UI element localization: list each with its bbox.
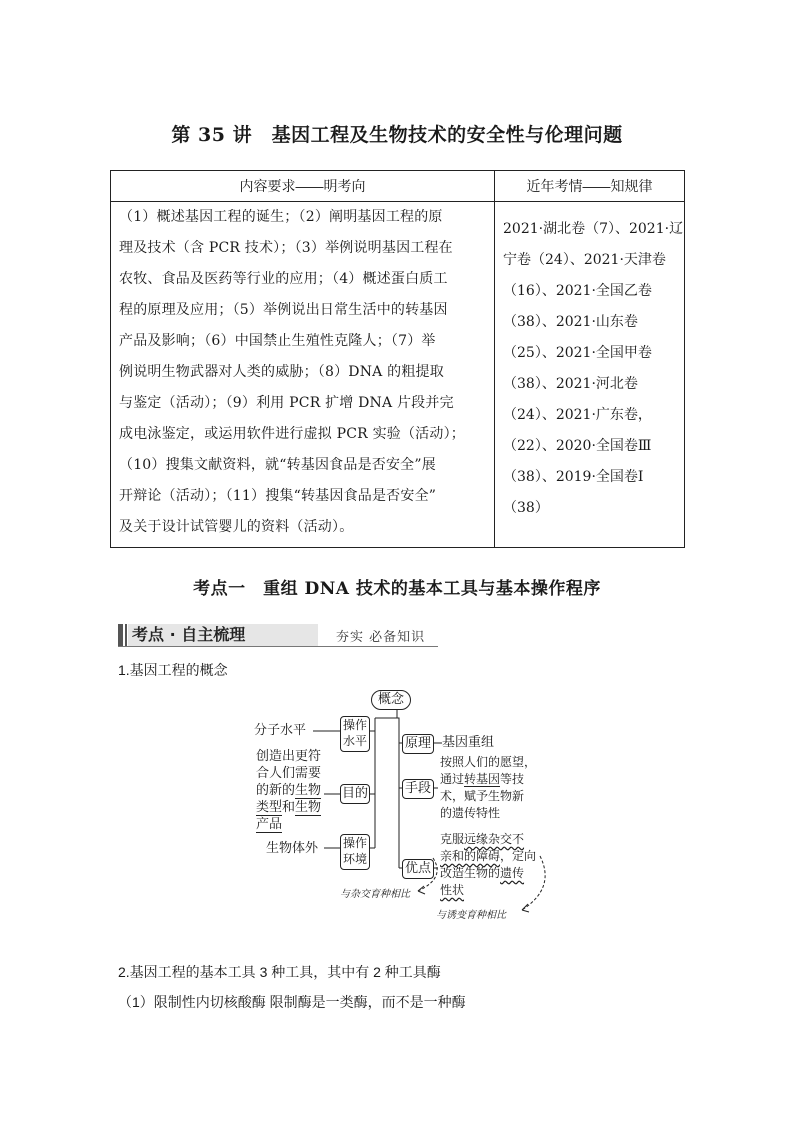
adv-desc-line-1a: 克服 bbox=[440, 832, 465, 846]
adv-desc-line-3a: 改造生物的 bbox=[440, 866, 501, 880]
purpose-desc-line-3b: 生物 bbox=[295, 783, 322, 798]
table-header-requirements: 内容要求——明考向 bbox=[111, 171, 495, 202]
purpose-desc bbox=[256, 748, 321, 833]
exam-trend-line: （38）、2019·全国卷Ⅰ bbox=[503, 469, 644, 485]
section-title: 考点一 重组 DNA 技术的基本工具与基本操作程序 bbox=[193, 579, 601, 599]
exam-trend-line: （38）、2021·山东卷 bbox=[503, 314, 638, 330]
op-level-node bbox=[340, 716, 370, 752]
section-banner bbox=[118, 622, 438, 648]
requirement-line: 与鉴定（活动）；（9）利用 PCR 扩增 DNA 片段并完 bbox=[119, 395, 454, 411]
item-1-heading: 1.基因工程的概念 bbox=[118, 662, 228, 678]
method-node: 手段 bbox=[402, 779, 434, 799]
adv-desc-line-1b: 远缘杂交不 bbox=[464, 832, 525, 846]
note-mutation-breeding: 与诱变育种相比 bbox=[436, 910, 506, 921]
exam-trend-line: （25）、2021·全国甲卷 bbox=[503, 345, 652, 361]
banner-bar-icon bbox=[118, 624, 123, 646]
requirements-table bbox=[110, 170, 685, 548]
exam-trend-line: 2021·湖北卷（7）、2021·辽 bbox=[503, 221, 684, 237]
purpose-desc-line-2: 合人们需要 bbox=[256, 766, 322, 781]
exam-trend-line: （38） bbox=[503, 500, 549, 516]
banner-subtitle: 夯实 必备知识 bbox=[336, 630, 426, 645]
requirement-line: 开辩论（活动）；（11）搜集“转基因食品是否安全” bbox=[119, 488, 437, 504]
requirement-line: 成电泳鉴定，或运用软件进行虚拟 PCR 实验（活动）； bbox=[119, 426, 465, 442]
method-desc bbox=[440, 754, 536, 822]
item-2-sub-heading: （1）限制性内切核酸酶 限制酶是一类酶，而不是一种酶 bbox=[118, 994, 466, 1010]
exam-trends-cell bbox=[495, 202, 685, 548]
principle-desc: 基因重组 bbox=[442, 735, 495, 750]
requirement-line: 程的原理及应用；（5）举例说出日常生活中的转基因 bbox=[119, 302, 448, 318]
exam-trend-line: （22）、2020·全国卷Ⅲ bbox=[503, 438, 652, 454]
item-2-heading: 2.基因工程的基本工具 3 种工具，其中有 2 种工具酶 bbox=[118, 964, 441, 980]
purpose-desc-line-4a: 类型 bbox=[256, 800, 283, 815]
advantage-node: 优点 bbox=[402, 859, 434, 879]
op-env-node bbox=[340, 834, 370, 870]
table-header-exam-trends: 近年考情——知规律 bbox=[495, 171, 685, 202]
requirement-line: （1）概述基因工程的诞生；（2）阐明基因工程的原 bbox=[119, 209, 443, 225]
op-level-desc: 分子水平 bbox=[254, 723, 307, 738]
requirement-line: 农牧、食品及医药等行业的应用；（4）概述蛋白质工 bbox=[119, 271, 448, 287]
requirement-line: 理及技术（含 PCR 技术）；（3）举例说明基因工程在 bbox=[119, 240, 453, 256]
purpose-node: 目的 bbox=[340, 784, 370, 804]
principle-node: 原理 bbox=[402, 734, 434, 754]
banner-title: 考点 · 自主梳理 bbox=[132, 625, 246, 644]
purpose-desc-line-5: 产品 bbox=[256, 817, 283, 832]
requirement-line: 产品及影响；（6）中国禁止生殖性克隆人；（7）举 bbox=[119, 333, 436, 349]
op-env-desc: 生物体外 bbox=[266, 841, 319, 856]
op-level-label: 操作水平 bbox=[342, 718, 367, 748]
page-title: 第 35 讲 基因工程及生物技术的安全性与伦理问题 bbox=[171, 124, 623, 146]
note-hybrid-breeding: 与杂交育种相比 bbox=[340, 889, 410, 900]
exam-trend-line: 宁卷（24）、2021·天津卷 bbox=[503, 252, 666, 268]
requirement-line: （10）搜集文献资料，就“转基因食品是否安全”展 bbox=[119, 457, 436, 473]
adv-desc-line-2: 亲和的障碍 bbox=[440, 849, 501, 863]
exam-trend-line: （38）、2021·河北卷 bbox=[503, 376, 638, 392]
method-desc-line-1: 按照人们的愿望， bbox=[440, 755, 537, 769]
method-desc-line-4: 的遗传特性 bbox=[440, 806, 501, 820]
purpose-desc-line-4c: 生物 bbox=[295, 800, 322, 815]
requirements-cell bbox=[111, 202, 495, 548]
adv-desc-line-4: 性状 bbox=[440, 883, 465, 897]
op-env-label: 操作环境 bbox=[342, 836, 367, 866]
requirement-line: 例说明生物武器对人类的威胁；（8）DNA 的粗提取 bbox=[119, 364, 444, 380]
exam-trend-line: （16）、2021·全国乙卷 bbox=[503, 283, 652, 299]
method-desc-line-2c: 等技 bbox=[500, 772, 525, 786]
purpose-desc-line-4b: 和 bbox=[282, 800, 296, 815]
purpose-desc-line-1: 创造出更符 bbox=[256, 749, 322, 764]
connector-right-vertical bbox=[397, 718, 399, 868]
root-concept-node: 概念 bbox=[371, 690, 411, 710]
banner-underline bbox=[118, 646, 438, 647]
advantage-desc bbox=[440, 831, 536, 899]
exam-trend-line: （24）、2021·广东卷， bbox=[503, 407, 652, 423]
concept-diagram bbox=[250, 688, 560, 921]
adv-desc-line-3b: 遗传 bbox=[500, 866, 525, 880]
banner-bar-thin-icon bbox=[125, 624, 127, 646]
method-desc-line-2b: 转基因 bbox=[464, 772, 501, 786]
adv-desc-line-2b: ，定向 bbox=[500, 849, 537, 863]
requirement-line: 及关于设计试管婴儿的资料（活动）。 bbox=[119, 519, 354, 535]
method-desc-line-3: 术，赋予生物新 bbox=[440, 789, 525, 803]
method-desc-line-2a: 通过 bbox=[440, 772, 465, 786]
purpose-desc-line-3a: 的新的 bbox=[256, 783, 296, 798]
